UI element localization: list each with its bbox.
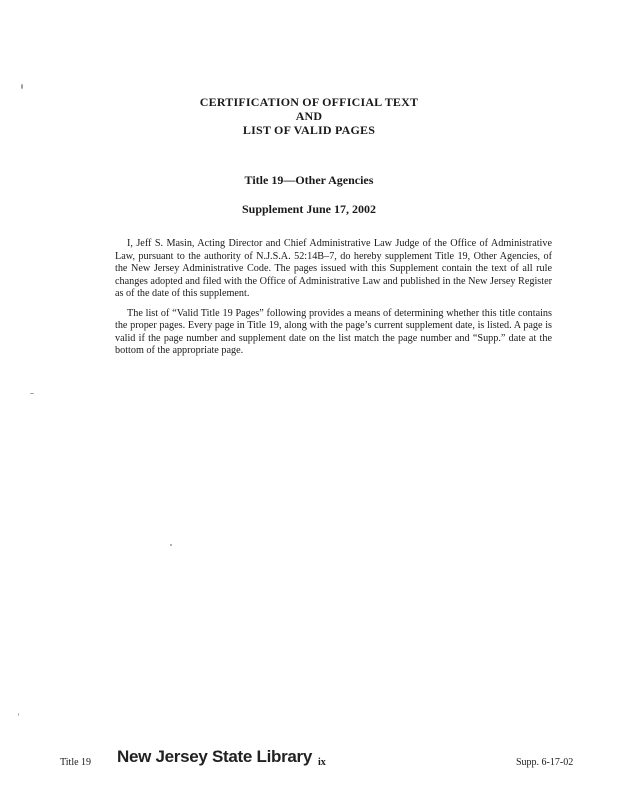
paragraph-valid-pages: The list of “Valid Title 19 Pages” following provides a means of determining whether this title contains the proper pages. Every page in Title 19, along with the page’s current supplement date, is listed. A page is valid if the page number and supplement date on the list match the page number and “Supp.” date at the bottom of the appropriate page. (115, 307, 552, 356)
footer-page-number: ix (318, 757, 326, 768)
body-text (115, 238, 552, 365)
scan-speck (170, 544, 172, 546)
scan-speck (21, 84, 23, 89)
title-heading: Title 19—Other Agencies (244, 173, 374, 187)
footer-title: Title 19 (60, 757, 92, 768)
certification-heading (0, 95, 618, 137)
scan-speck (18, 713, 19, 716)
supplement-heading: Supplement June 17, 2002 (241, 202, 377, 216)
paragraph-certification: I, Jeff S. Masin, Acting Director and Chief Administrative Law Judge of the Office of Administrative Law, pursuant to the authority of N.J.S.A. 52:14B–7, do hereby supplement Title 19, Other Agencies, of the New Jersey Administrative Code. The pages issued with this Supplement contain the text of all rule changes adopted and filed with the Office of Administrative Law and published in the New Jersey Register as of the date of this supplement. (115, 238, 552, 299)
scan-speck (30, 393, 34, 394)
heading-line-2: AND (295, 109, 323, 123)
heading-line-1: CERTIFICATION OF OFFICIAL TEXT (199, 95, 419, 109)
heading-line-3: LIST OF VALID PAGES (242, 123, 376, 137)
footer-supplement-date: Supp. 6-17-02 (516, 757, 574, 768)
library-stamp: New Jersey State Library (117, 747, 313, 766)
